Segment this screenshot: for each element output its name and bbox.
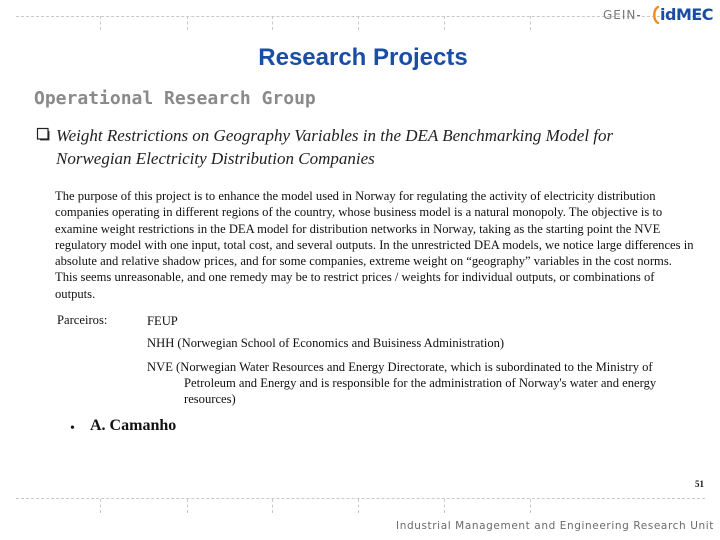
top-border-tick (444, 16, 445, 30)
footer-unit-name: Industrial Management and Engineering Research Unit (396, 520, 714, 532)
top-border-tick (187, 16, 188, 30)
gein-idmec-logo (603, 5, 713, 27)
logo-idmec-text: idMEC (660, 5, 714, 24)
researcher-bullet: • (70, 421, 75, 436)
bottom-border-tick (100, 499, 101, 513)
partner-nhh: NHH (Norwegian School of Economics and Buisiness Administration) (147, 336, 505, 350)
group-subtitle: Operational Research Group (34, 88, 316, 109)
partners-label: Parceiros: (57, 313, 108, 327)
bottom-dashed-border (16, 498, 705, 499)
top-border-tick (272, 16, 273, 30)
top-border-tick (530, 16, 531, 30)
checkbox-bullet-icon (36, 127, 50, 141)
bottom-border-tick (272, 499, 273, 513)
top-border-tick (100, 16, 101, 30)
project-description: The purpose of this project is to enhance the model used in Norway for regulating the activity of electricity distribution companies operating in different regions of the country, whose business model is a natural monopoly. The objective is to examine weight restrictions in the DEA model for distribution networks in Norway, taking as the starting point the NVE regulatory model with one input, total cost, and several outputs. In the unrestricted DEA models, we notice large differences in absolute and relative shadow prices, and for some companies, extreme weight on “geography” variables in the cost norms. This seems unreasonable, and one remedy may be to restrict prices / weights for individual outputs, or combinations of outputs. (55, 189, 694, 301)
bottom-border-tick (530, 499, 531, 513)
researcher-name: A. Camanho (90, 417, 177, 434)
logo-gein-text: GEIN- (603, 8, 642, 22)
bottom-border-tick (444, 499, 445, 513)
top-border-tick (358, 16, 359, 30)
page-number: 51 (695, 479, 704, 489)
bottom-border-tick (187, 499, 188, 513)
top-dashed-border (16, 16, 705, 17)
project-title: Weight Restrictions on Geography Variables in the DEA Benchmarking Model for Norwegian Electricity Distribution Companies (56, 126, 614, 168)
bottom-border-tick (358, 499, 359, 513)
partner-nve: NVE (Norwegian Water Resources and Energy Directorate, which is subordinated to the Ministry of Petroleum and Energy and is responsible for the administration of Norway's water and energy resources) (147, 360, 657, 406)
partner-feup: FEUP (147, 314, 178, 328)
page-title: Research Projects (258, 44, 468, 71)
